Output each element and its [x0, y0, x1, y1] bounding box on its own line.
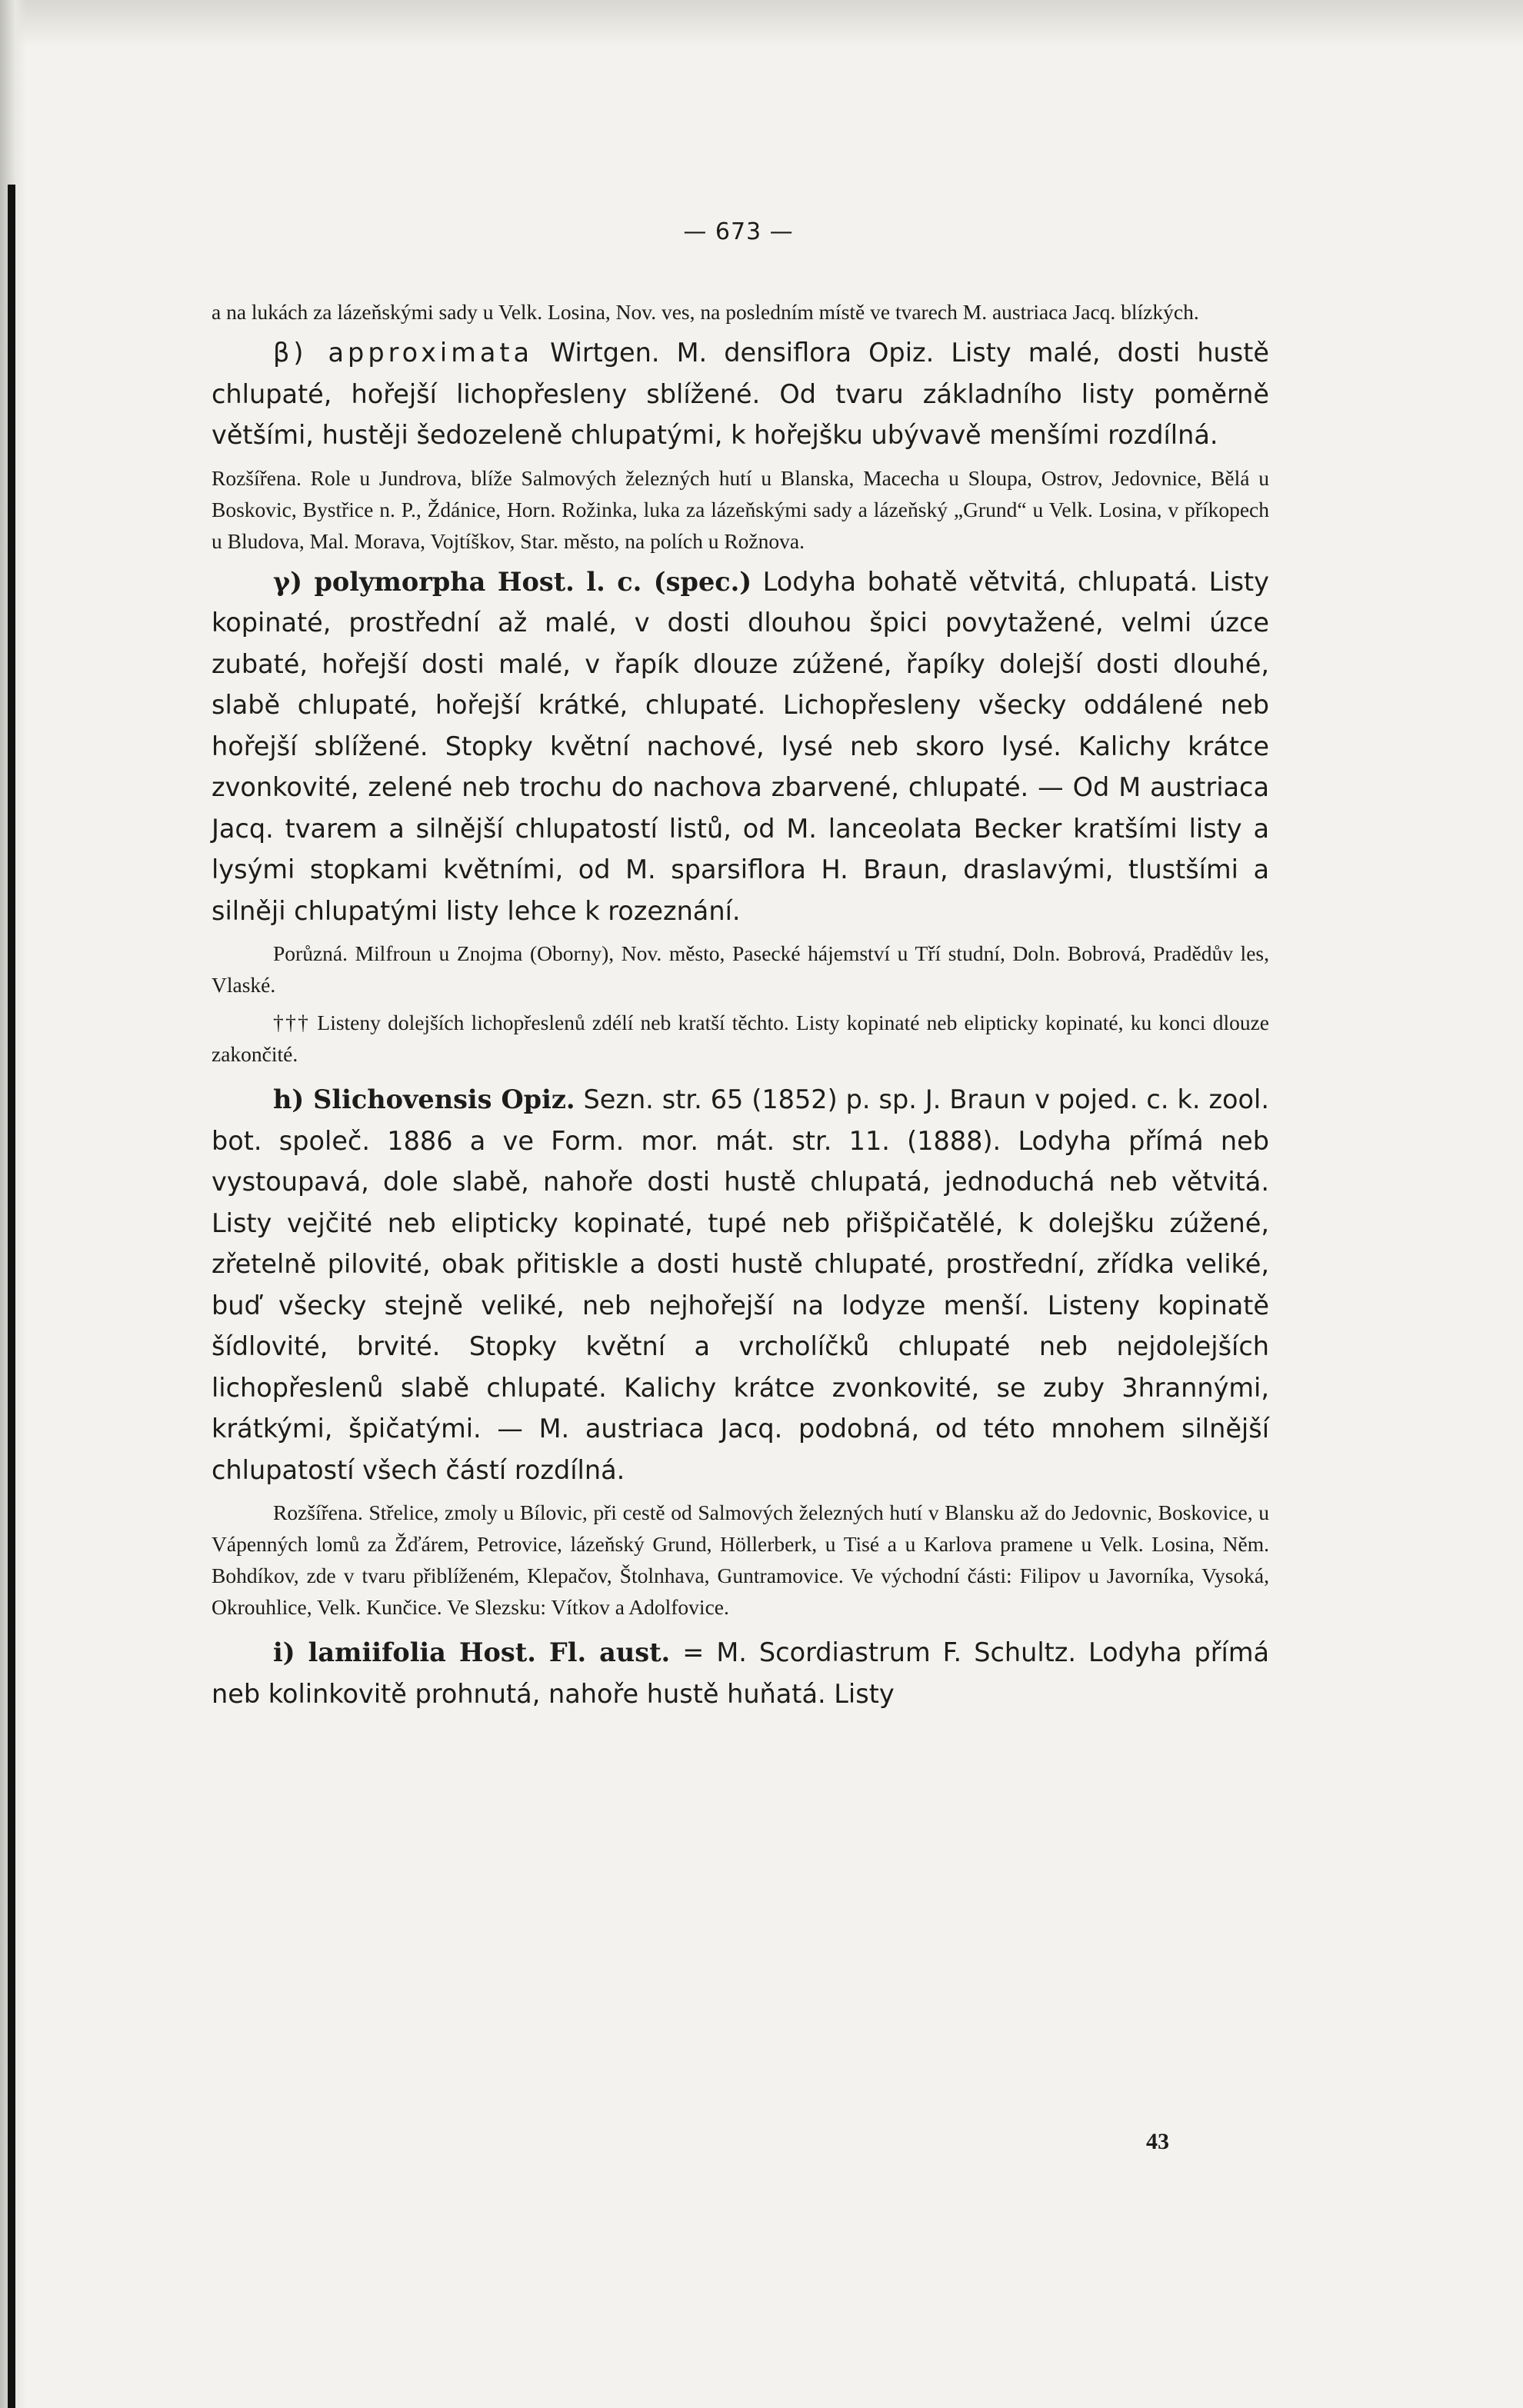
paragraph-polymorpha: [212, 561, 1269, 932]
paragraph-text: Rozšířena. Střelice, zmoly u Bílovic, při cestě od Salmových železných hutí v Blansku až do Jedovnic, Boskovice, u Vápenných lomů za Žďárem, Petrovice, lázeňský Grund, Höllerberk, u Tisé a u Karlova pramene u Velk. Losina, Něm. Bohdíkov, zde v tvaru přiblíženém, Klepačov, Štolnhava, Guntramovice. Ve východní části: Filipov u Javorníka, Vysoká, Okrouhlice, Velk. Kunčice. Ve Slezsku: Vítkov a Adolfovice.: [212, 1500, 1269, 1619]
paragraph-text: ††† Listeny dolejších lichopřeslenů zdélí neb kratší těchto. Listy kopinaté neb elipticky kopinaté, ku konci dlouze zakončité.: [212, 1011, 1269, 1066]
paragraph-approximata: [212, 332, 1269, 456]
paragraph-text: Rozšířena. Role u Jundrova, blíže Salmových železných hutí u Blanska, Macecha u Sloupa, Ostrov, Jedovnice, Bělá u Boskovic, Bystřice n. P., Ždánice, Horn. Rožinka, luka za lázeňskými sady a lázeňský „Grund“ u Velk. Losina, v příkopech u Bludova, Mal. Morava, Vojtíškov, Star. město, na polích u Rožnova.: [212, 465, 1269, 553]
paragraph-slichovensis: [212, 1079, 1269, 1490]
binding-edge: [8, 185, 15, 2408]
paragraph-text: = M. Scordiastrum F. Schultz. Lodyha přímá neb kolinkovitě prohnutá, nahoře hustě huňatá. Listy: [212, 1637, 1270, 1709]
paragraph-distribution: [212, 462, 1269, 557]
taxon-label: γ) polymorpha Host. l. c. (spec.): [273, 566, 752, 597]
paragraph-lamiifolia: [212, 1632, 1269, 1714]
paragraph-text: Lodyha bohatě větvitá, chlupatá. Listy kopinaté, prostřední až malé, v dosti dlouhou špici povytažené, velmi úzce zubaté, hořejší dosti malé, v řapík dlouze zúžené, řapíky dolejší dosti dlouhé, slabě chlupaté, hořejší krátké, chlupaté. Lichopřesleny všecky oddálené neb hořejší sblížené. Stopky květní nachové, lysé neb skoro lysé. Kalichy krátce zvonkovité, zelené neb trochu do nachova zbarvené, chlupaté. — Od M austriaca Jacq. tvarem a silnější chlupatostí listů, od M. lanceolata Becker kratšími listy a lysými stopkami květními, od M. sparsiflora H. Braun, draslavými, tlustšími a silněji chlupatými listy lehce k rozeznání.: [212, 566, 1269, 926]
signature-mark: 43: [1146, 2129, 1169, 2154]
paragraph-occurrence: [212, 938, 1269, 1001]
paragraph-distribution-2: [212, 1497, 1269, 1623]
scan-top-shadow: [0, 0, 1523, 46]
paragraph-key-section: [212, 1007, 1269, 1070]
page-body: [212, 296, 1269, 1714]
page-number: — 673 —: [683, 218, 794, 245]
paragraph-locations-continued: [212, 296, 1269, 328]
taxon-label: h) Slichovensis Opiz.: [273, 1084, 575, 1114]
paragraph-text: Porůzná. Milfroun u Znojma (Oborny), Nov. město, Pasecké hájemství u Tří studní, Doln. Bobrová, Pradědův les, Vlaské.: [212, 941, 1269, 997]
paragraph-text: Sezn. str. 65 (1852) p. sp. J. Braun v pojed. c. k. zool. bot. společ. 1886 a ve Form. mor. mát. str. 11. (1888). Lodyha přímá neb vystoupavá, dole slabě, nahoře dosti hustě chlupatá, jednoduchá neb větvitá. Listy vejčité neb elipticky kopinaté, tupé neb přišpičatělé, k dolejšku zúžené, zřetelně pilovité, obak přitiskle a dosti hustě chlupaté, prostřední, zřídka veliké, buď všecky stejně veliké, neb nejhořejší na lodyze menší. Listeny kopinatě šídlovité, brvité. Stopky květní a vrcholíčků chlupaté neb nejdolejších lichopřeslenů slabě chlupaté. Kalichy krátce zvonkovité, se zuby 3hrannými, krátkými, špičatými. — M. austriaca Jacq. podobná, od této mnohem silnější chlupatostí všech částí rozdílná.: [212, 1084, 1269, 1485]
paragraph-text: Wirtgen. M. densiflora Opiz. Listy malé, dosti hustě chlupaté, hořejší lichopřesleny sblížené. Od tvaru základního listy poměrně většími, hustěji šedozeleně chlupatými, k hořejšku ubývavě menšími rozdílná.: [212, 338, 1269, 450]
taxon-label: i) lamiifolia Host. Fl. aust.: [273, 1637, 671, 1667]
paragraph-text: a na lukách za lázeňskými sady u Velk. Losina, Nov. ves, na posledním místě ve tvarech M. austriaca Jacq. blízkých.: [212, 300, 1199, 324]
taxon-label: β) approximata: [273, 338, 534, 368]
